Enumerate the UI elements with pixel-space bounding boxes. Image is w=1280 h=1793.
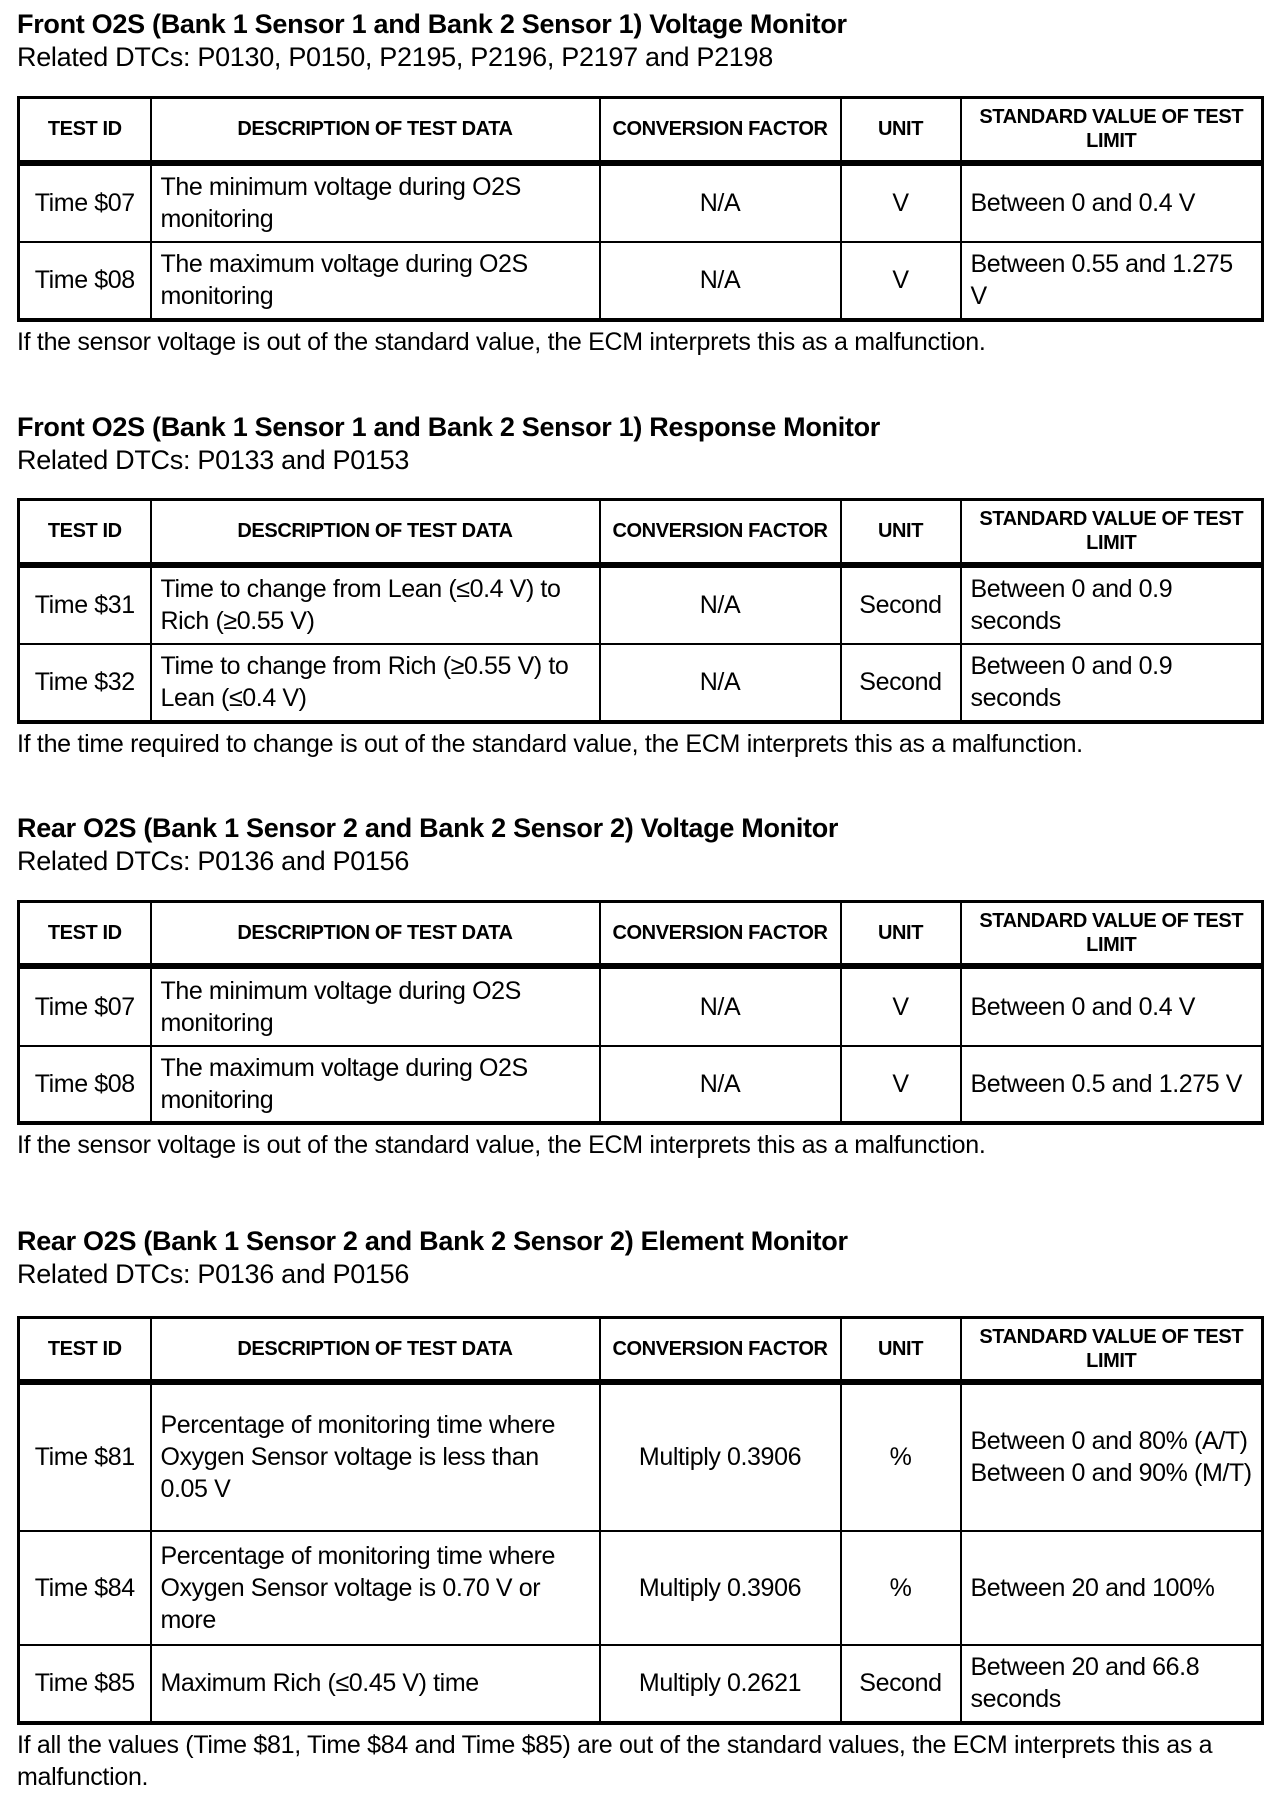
table-note: If all the values (Time $81, Time $84 and Time $85) are out of the standard values, the ECM interprets this as a malfunction. (17, 1731, 1213, 1791)
table-row (19, 1046, 1263, 1123)
related-dtcs: Related DTCs: P0133 and P0153 (17, 445, 410, 475)
section (17, 8, 1261, 356)
cell-conversion: Multiply 0.2621 (600, 1645, 841, 1723)
column-header-unit: UNIT (841, 1318, 961, 1382)
cell-unit: % (841, 1382, 961, 1531)
cell-description: Time to change from Lean (≤0.4 V) to Rich (≥0.55 V) (151, 565, 600, 644)
cell-description: Percentage of monitoring time where Oxygen Sensor voltage is less than 0.05 V (151, 1382, 600, 1531)
column-header-conversion: CONVERSION FACTOR (600, 1318, 841, 1382)
table-row (19, 242, 1263, 320)
column-header-test-id: TEST ID (19, 500, 151, 565)
table-header-row (19, 1318, 1263, 1382)
cell-conversion: N/A (600, 163, 841, 242)
related-dtcs: Related DTCs: P0130, P0150, P2195, P2196, P2197 and P2198 (17, 42, 773, 72)
cell-unit: Second (841, 1645, 961, 1723)
column-header-unit: UNIT (841, 902, 961, 966)
section-title: Rear O2S (Bank 1 Sensor 2 and Bank 2 Sensor 2) Voltage Monitor (17, 813, 839, 843)
cell-standard: Between 20 and 100% (961, 1531, 1263, 1645)
cell-conversion: Multiply 0.3906 (600, 1382, 841, 1531)
cell-test-id: Time $08 (19, 1046, 151, 1123)
cell-description: Time to change from Rich (≥0.55 V) to Lean (≤0.4 V) (151, 644, 600, 722)
cell-standard: Between 0 and 0.9 seconds (961, 565, 1263, 644)
cell-description: Percentage of monitoring time where Oxygen Sensor voltage is 0.70 V or more (151, 1531, 600, 1645)
column-header-description: DESCRIPTION OF TEST DATA (151, 1318, 600, 1382)
related-dtcs: Related DTCs: P0136 and P0156 (17, 846, 410, 876)
cell-unit: V (841, 242, 961, 320)
column-header-description: DESCRIPTION OF TEST DATA (151, 902, 600, 966)
column-header-description: DESCRIPTION OF TEST DATA (151, 98, 600, 163)
cell-conversion: N/A (600, 644, 841, 722)
column-header-standard: STANDARD VALUE OF TEST LIMIT (961, 98, 1263, 163)
cell-standard: Between 0.5 and 1.275 V (961, 1046, 1263, 1123)
section-title: Rear O2S (Bank 1 Sensor 2 and Bank 2 Sensor 2) Element Monitor (17, 1226, 848, 1256)
table-note: If the sensor voltage is out of the standard value, the ECM interprets this as a malfunction. (17, 1131, 986, 1159)
column-header-unit: UNIT (841, 500, 961, 565)
cell-standard: Between 0.55 and 1.275 V (961, 242, 1263, 320)
cell-unit: Second (841, 644, 961, 722)
table-header-row (19, 902, 1263, 966)
table-row (19, 966, 1263, 1046)
cell-description: The minimum voltage during O2S monitoring (151, 966, 600, 1046)
cell-conversion: N/A (600, 565, 841, 644)
cell-conversion: N/A (600, 966, 841, 1046)
test-data-table (17, 498, 1264, 724)
column-header-conversion: CONVERSION FACTOR (600, 902, 841, 966)
table-row (19, 163, 1263, 242)
table-header-row (19, 98, 1263, 163)
cell-standard: Between 20 and 66.8 seconds (961, 1645, 1263, 1723)
section (17, 1225, 1261, 1791)
cell-description: The minimum voltage during O2S monitoring (151, 163, 600, 242)
cell-test-id: Time $08 (19, 242, 151, 320)
cell-conversion: N/A (600, 242, 841, 320)
cell-test-id: Time $84 (19, 1531, 151, 1645)
cell-conversion: Multiply 0.3906 (600, 1531, 841, 1645)
cell-unit: V (841, 1046, 961, 1123)
column-header-test-id: TEST ID (19, 98, 151, 163)
cell-unit: V (841, 966, 961, 1046)
table-row (19, 1645, 1263, 1723)
cell-description: The maximum voltage during O2S monitoring (151, 242, 600, 320)
cell-unit: Second (841, 565, 961, 644)
table-note: If the time required to change is out of the standard value, the ECM interprets this as a malfunction. (17, 730, 1083, 758)
test-data-table (17, 1316, 1264, 1725)
table-row (19, 644, 1263, 722)
cell-test-id: Time $31 (19, 565, 151, 644)
table-row (19, 1382, 1263, 1531)
column-header-description: DESCRIPTION OF TEST DATA (151, 500, 600, 565)
column-header-standard: STANDARD VALUE OF TEST LIMIT (961, 500, 1263, 565)
table-row (19, 1531, 1263, 1645)
section-title: Front O2S (Bank 1 Sensor 1 and Bank 2 Sensor 1) Voltage Monitor (17, 9, 847, 39)
column-header-conversion: CONVERSION FACTOR (600, 98, 841, 163)
section-title: Front O2S (Bank 1 Sensor 1 and Bank 2 Sensor 1) Response Monitor (17, 412, 880, 442)
cell-description: The maximum voltage during O2S monitoring (151, 1046, 600, 1123)
cell-test-id: Time $85 (19, 1645, 151, 1723)
column-header-unit: UNIT (841, 98, 961, 163)
cell-test-id: Time $81 (19, 1382, 151, 1531)
cell-unit: V (841, 163, 961, 242)
table-row (19, 565, 1263, 644)
table-note: If the sensor voltage is out of the standard value, the ECM interprets this as a malfunction. (17, 328, 986, 356)
cell-test-id: Time $07 (19, 163, 151, 242)
cell-standard: Between 0 and 80% (A/T) Between 0 and 90% (M/T) (961, 1382, 1263, 1531)
column-header-standard: STANDARD VALUE OF TEST LIMIT (961, 1318, 1263, 1382)
cell-test-id: Time $32 (19, 644, 151, 722)
column-header-test-id: TEST ID (19, 1318, 151, 1382)
test-data-table (17, 96, 1264, 322)
section (17, 812, 1261, 1159)
column-header-standard: STANDARD VALUE OF TEST LIMIT (961, 902, 1263, 966)
related-dtcs: Related DTCs: P0136 and P0156 (17, 1259, 410, 1289)
cell-conversion: N/A (600, 1046, 841, 1123)
test-data-table (17, 900, 1264, 1125)
section (17, 411, 1261, 758)
column-header-conversion: CONVERSION FACTOR (600, 500, 841, 565)
cell-description: Maximum Rich (≤0.45 V) time (151, 1645, 600, 1723)
cell-standard: Between 0 and 0.9 seconds (961, 644, 1263, 722)
cell-unit: % (841, 1531, 961, 1645)
cell-test-id: Time $07 (19, 966, 151, 1046)
cell-standard: Between 0 and 0.4 V (961, 966, 1263, 1046)
table-header-row (19, 500, 1263, 565)
column-header-test-id: TEST ID (19, 902, 151, 966)
cell-standard: Between 0 and 0.4 V (961, 163, 1263, 242)
